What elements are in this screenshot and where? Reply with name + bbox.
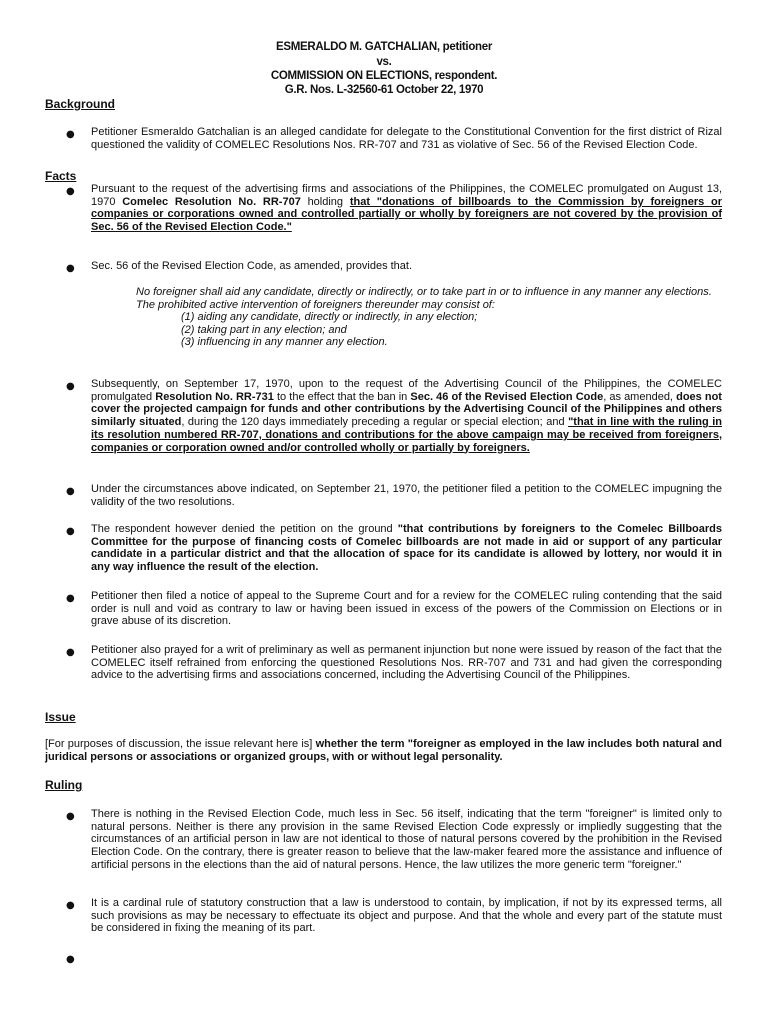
- bullet-icon: ●: [66, 129, 75, 140]
- facts-item-resolution-707: Pursuant to the request of the advertising firms and associations of the Philippines, the COMELEC promulgated on August 13, 1970 Comelec Resolution No. RR-707 holding that "donations of billboards to the Commission by foreigners or companies or corporations owned and controlled partially or wholly by foreigners are not covered by the provision of Sec. 56 of the Revised Election Code.": [91, 183, 723, 234]
- quote-line: The prohibited active intervention of foreigners thereunder may consist of:: [136, 298, 495, 311]
- ruling-item-foreigner-term: There is nothing in the Revised Election Code, much less in Sec. 56 itself, indicating that the term "foreigner" is limited only to natural persons. Neither is there any provision in the same Revised Election Code expressly or impliedly suggesting that the circumstances of an artificial person in law are not identical to those of natural persons covered by the prohibition in the Revised Election Code. On the contrary, there is greater reason to believe that the law-maker feared more the assistance and influence of artificial persons in the elections than the aid of natural persons. Hence, the law utilizes the more generic term "foreigner.": [91, 808, 722, 871]
- bullet-icon: ●: [66, 647, 75, 658]
- quote-clause-1: (1) aiding any candidate, directly or indirectly, in any election;: [181, 311, 478, 324]
- bullet-icon: ●: [66, 593, 75, 604]
- quote-line: No foreigner shall aid any candidate, directly or indirectly, or to take part in or to influence in any manner any elections.: [136, 286, 712, 298]
- bullet-icon: ●: [66, 811, 75, 822]
- bullet-icon: ●: [66, 486, 75, 497]
- ruling-heading: Ruling: [45, 778, 83, 792]
- case-title-respondent: COMMISSION ON ELECTIONS, respondent.: [270, 70, 498, 82]
- background-item: Petitioner Esmeraldo Gatchalian is an alleged candidate for delegate to the Constitutional Convention for the first district of Rizal questioned the validity of COMELEC Resolutions Nos. RR-707 and 731 as violative of Sec. 56 of the Revised Election Code.: [91, 126, 722, 151]
- quote-clause-3: (3) influencing in any manner any election.: [181, 336, 388, 349]
- bullet-icon: ●: [66, 526, 75, 537]
- facts-item-resolution-731: Subsequently, on September 17, 1970, upon to the request of the Advertising Council of the Philippines, the COMELEC promulgated Resolution No. RR-731 to the effect that the ban in Sec. 46 of the Revised Election Code, as amended, does not cover the projected campaign for funds and other contributions by the Advertising Council of the Philippines and others similarly situated, during the 120 days immediately preceding a regular or special election; and "that in line with the ruling in its resolution numbered RR-707, donations and contributions for the above campaign may be received from foreigners, companies or corporation owned and/or controlled wholly or partially by foreigners.: [91, 378, 722, 454]
- issue-heading: Issue: [45, 710, 76, 724]
- background-heading: Background: [45, 97, 116, 111]
- bullet-icon: ●: [66, 186, 75, 197]
- bullet-icon: ●: [66, 954, 75, 965]
- quote-clause-2: (2) taking part in any election; and: [181, 323, 347, 336]
- case-title-petitioner: ESMERALDO M. GATCHALIAN, petitioner: [275, 41, 493, 53]
- facts-item-petition-filed: Under the circumstances above indicated, on September 21, 1970, the petitioner filed a petition to the COMELEC impugning the validity of the two resolutions.: [91, 483, 722, 508]
- bullet-icon: ●: [66, 900, 75, 911]
- case-title-gr-number: G.R. Nos. L-32560-61 October 22, 1970: [284, 84, 484, 96]
- sec-56-quotation: [136, 286, 722, 349]
- bullet-icon: ●: [66, 381, 75, 392]
- facts-heading: Facts: [45, 169, 77, 183]
- facts-item-injunction: Petitioner also prayed for a writ of preliminary as well as permanent injunction but none were issued by reason of the fact that the COMELEC itself refrained from enforcing the questioned Resolutions Nos. RR-707 and 731 and had given the corresponding advice to the advertising firms and associations concerned, including the Advertising Council of the Philippines.: [91, 644, 722, 682]
- facts-item-sec-56: Sec. 56 of the Revised Election Code, as amended, provides that.: [91, 260, 413, 272]
- case-title-vs: vs.: [376, 56, 392, 68]
- facts-item-appeal: Petitioner then filed a notice of appeal to the Supreme Court and for a review for the COMELEC ruling contending that the said order is null and void as contrary to law or having been issued in excess of the powers of the Commission on Elections or in grave abuse of its discretion.: [91, 590, 722, 628]
- bullet-icon: ●: [66, 263, 75, 274]
- ruling-item-statutory-construction: It is a cardinal rule of statutory construction that a law is understood to contain, by implication, if not by its expressed terms, all such provisions as may be necessary to effectuate its object and purpose. And that the whole and every part of the statute must be considered in fixing the meaning of its part.: [91, 897, 722, 935]
- facts-item-petition-denied: The respondent however denied the petition on the ground "that contributions by foreigners to the Comelec Billboards Committee for the purpose of financing costs of Comelec billboards are not made in aid or support of any particular candidate in a particular district and that the allocation of space for its candidate is allowed by lottery, nor would it in any way influence the result of the election.: [91, 523, 722, 574]
- issue-paragraph: [For purposes of discussion, the issue relevant here is] whether the term "foreigner as employed in the law includes both natural and juridical persons or associations or organized groups, with or without legal personality.: [45, 738, 722, 763]
